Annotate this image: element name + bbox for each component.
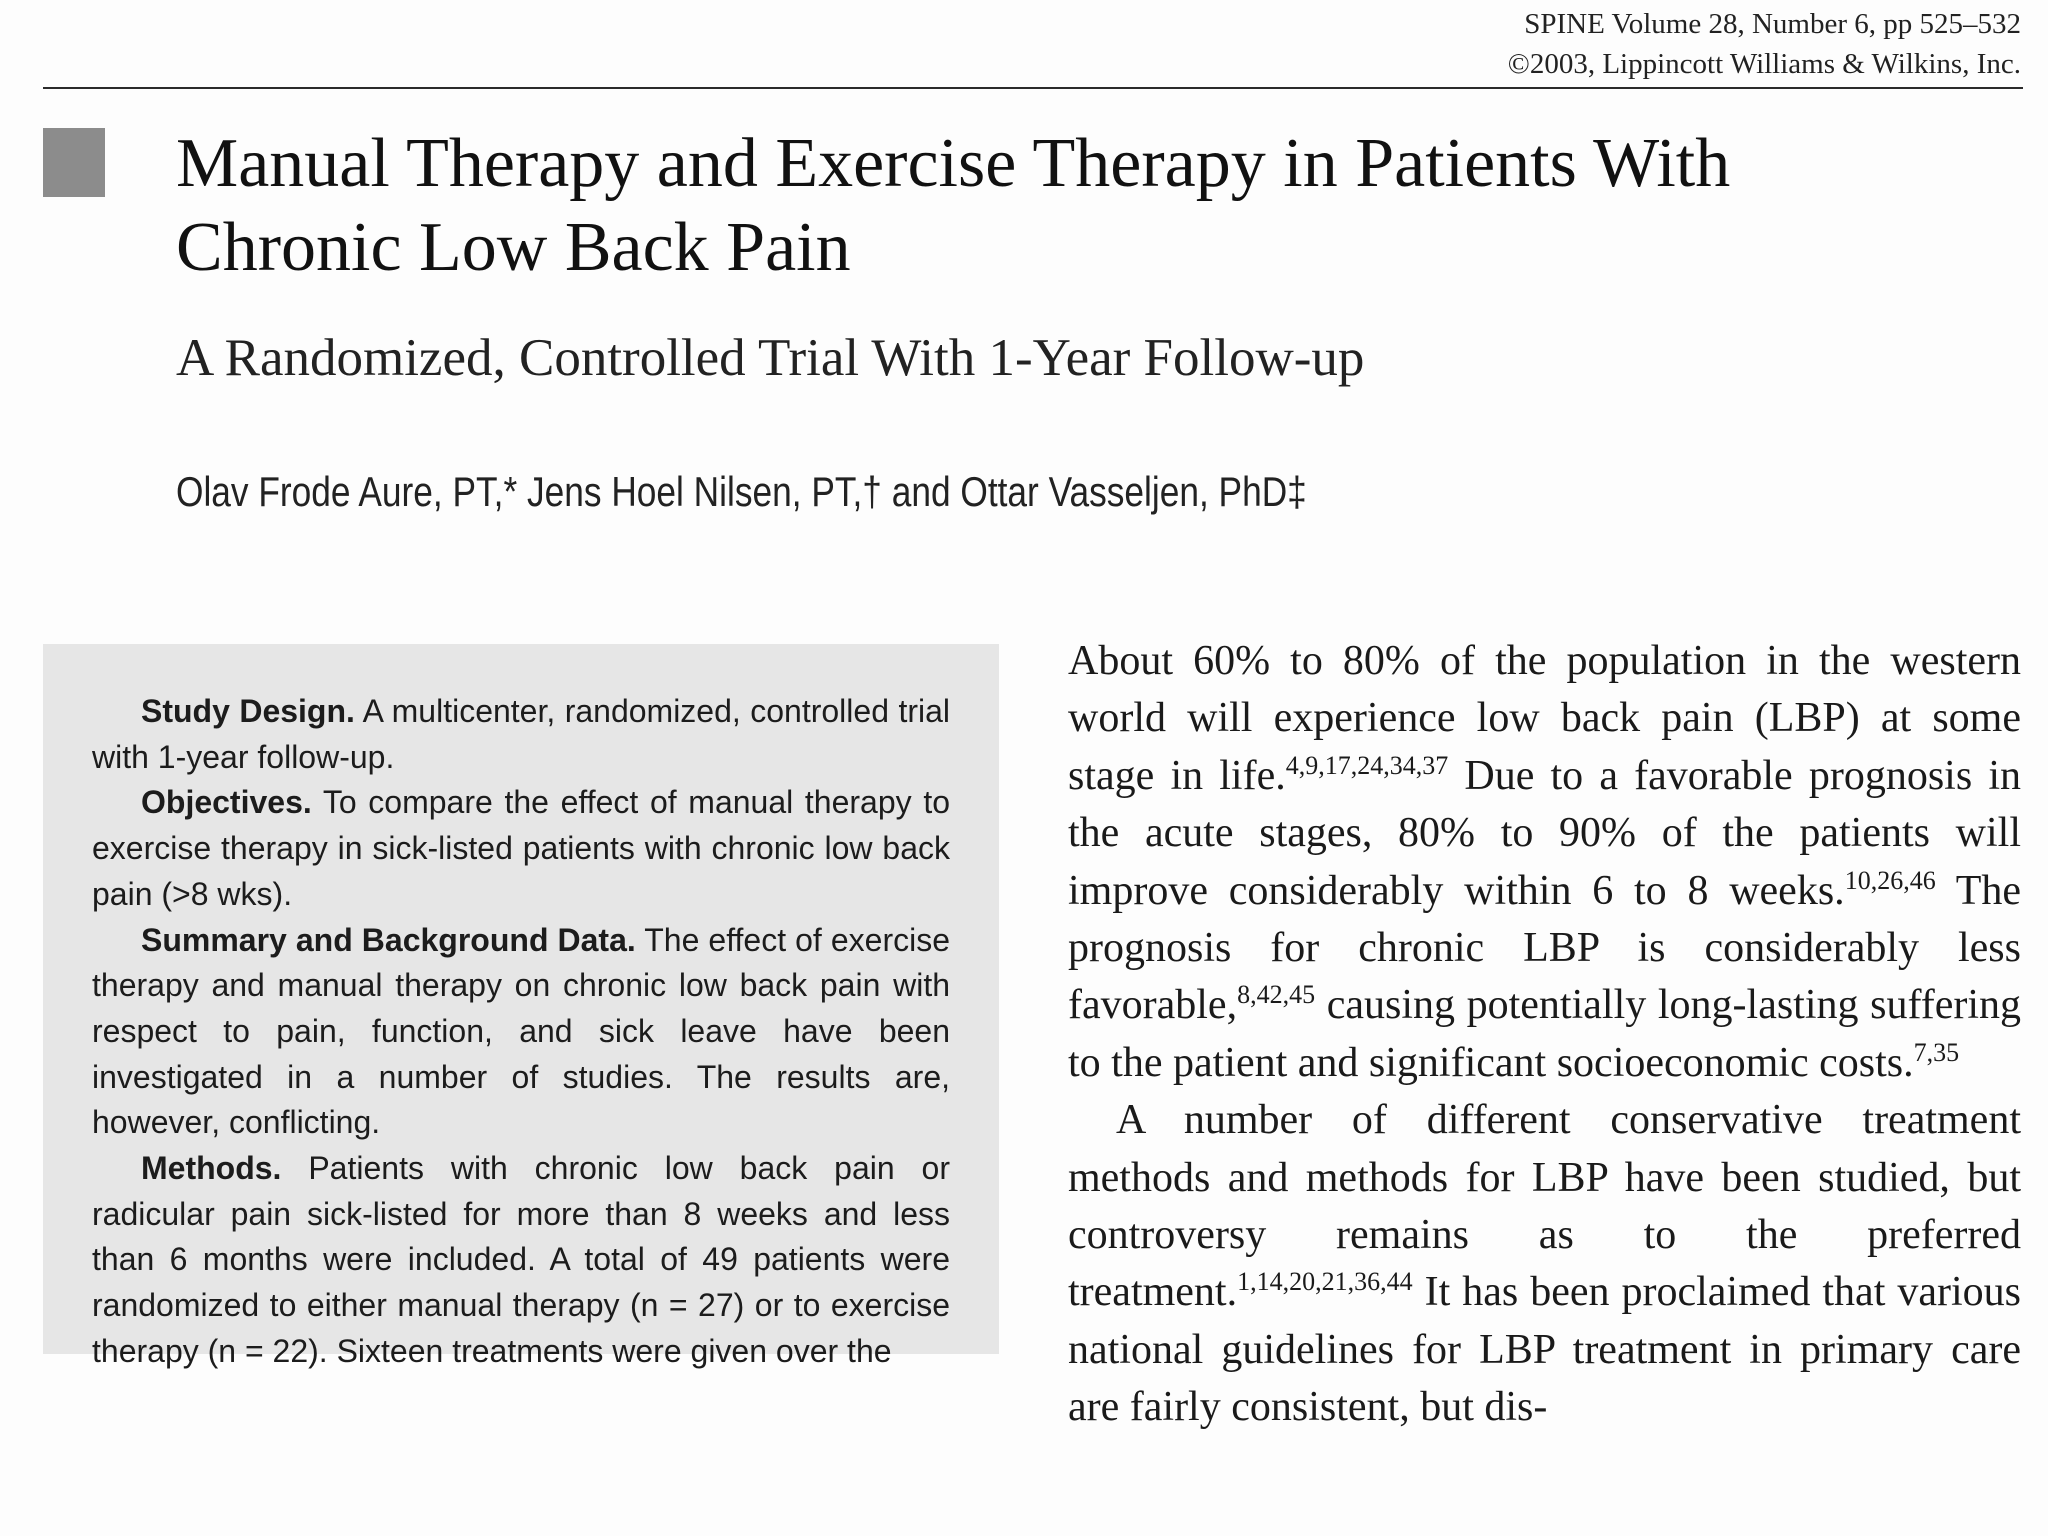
abstract-heading: Study Design.	[141, 693, 355, 729]
abstract-section	[92, 1146, 950, 1375]
abstract-body: The effect of exercise therapy and manual therapy on chronic low back pain with respect to pain, function, and sick leave have been investigated in a number of studies. The results are, however, conflicting.	[92, 921, 951, 1141]
citation-ref[interactable]: 1,14,20,21,36,44	[1237, 1267, 1413, 1297]
body-paragraph	[1068, 633, 2021, 1092]
article-title: Manual Therapy and Exercise Therapy in Patients With Chronic Low Back Pain	[176, 125, 1731, 286]
citation-ref[interactable]: 8,42,45	[1237, 980, 1316, 1010]
journal-info	[1121, 4, 2021, 84]
article-subtitle: A Randomized, Controlled Trial With 1-Year Follow-up	[176, 329, 1365, 387]
abstract-section	[92, 918, 950, 1147]
text-run: A number of different conservative treatment methods and methods for LBP have been studied, but controversy remains as to the preferred treatment.	[1068, 1097, 2021, 1316]
abstract-box	[43, 644, 999, 1369]
author-list: Olav Frode Aure, PT,* Jens Hoel Nilsen, PT,† and Ottar Vasseljen, PhD‡	[176, 468, 1307, 515]
citation-ref[interactable]: 4,9,17,24,34,37	[1285, 750, 1449, 780]
abstract-text	[92, 689, 950, 1375]
abstract-heading: Summary and Background Data.	[141, 921, 636, 958]
journal-citation: SPINE Volume 28, Number 6, pp 525–532	[1524, 8, 2021, 40]
citation-ref[interactable]: 7,35	[1913, 1037, 1960, 1067]
header-rule	[43, 87, 2023, 89]
abstract-body: A multicenter, randomized, controlled trial with 1-year follow-up.	[92, 693, 951, 775]
abstract-section	[92, 689, 950, 780]
text-run: It has been proclaimed that various national guidelines for LBP treatment in primary care are fairly consistent, but dis-	[1068, 1269, 2021, 1431]
section-marker	[43, 128, 105, 197]
text-run: About 60% to 80% of the population in the western world will experience low back pain (LBP) at some stage in life.	[1068, 638, 2021, 799]
abstract-heading: Methods.	[141, 1150, 282, 1187]
body-paragraph	[1068, 1092, 2021, 1436]
abstract-section	[92, 780, 950, 917]
text-run: causing potentially long-lasting suffering to the patient and significant socioeconomic costs.	[1068, 982, 2021, 1086]
abstract-heading: Objectives.	[141, 784, 312, 821]
citation-ref[interactable]: 10,26,46	[1844, 865, 1936, 895]
text-run: Due to a favorable prognosis in the acute stages, 80% to 90% of the patients will improve considerably within 6 to 8 weeks.	[1068, 752, 2021, 914]
body-text-column	[1068, 633, 2022, 1431]
text-run: The prognosis for chronic LBP is considerably less favorable,	[1068, 867, 2022, 1029]
abstract-body: To compare the effect of manual therapy to exercise therapy in sick-listed patients with chronic low back pain (>8 wks).	[92, 784, 950, 912]
copyright-notice: ©2003, Lippincott Williams & Wilkins, Inc.	[1507, 48, 2021, 80]
abstract-body: Patients with chronic low back pain or radicular pain sick-listed for more than 8 weeks and less than 6 months were included. A total of 49 patients were randomized to either manual therapy (n = 27) or to exercise therapy (n = 22). Sixteen treatments were given over the	[92, 1150, 950, 1369]
